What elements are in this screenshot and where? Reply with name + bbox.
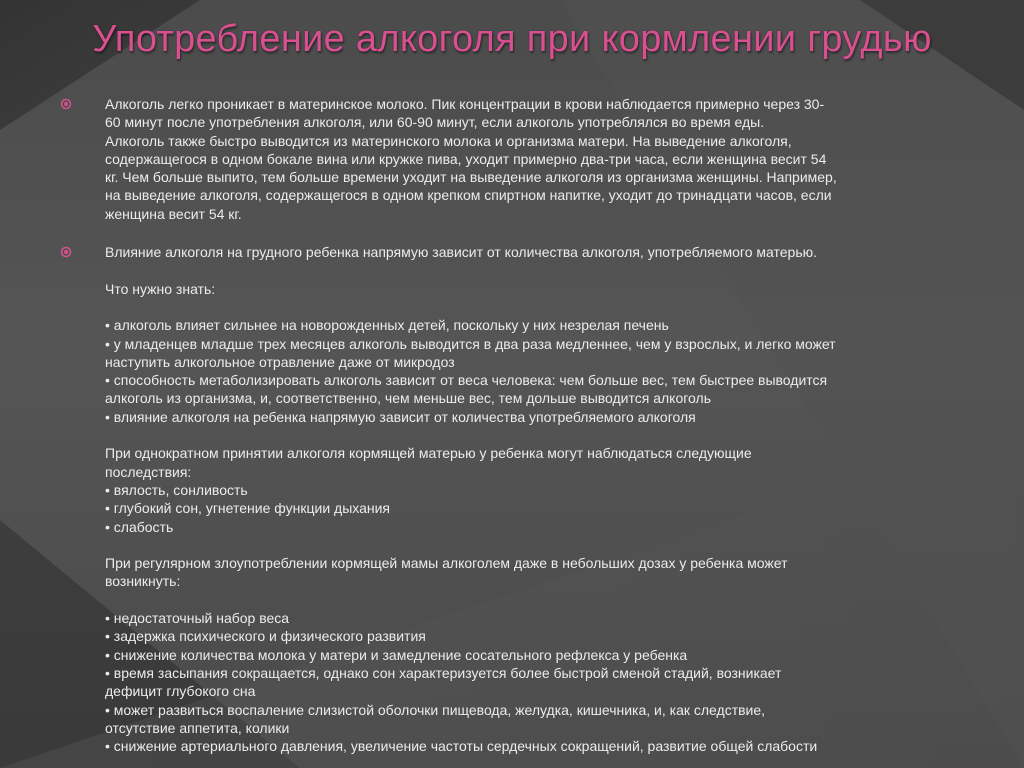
circle-bullet-icon <box>60 246 72 258</box>
bullet-block-1 <box>60 95 960 223</box>
bullet-text-effects-on-child: Влияние алкоголя на грудного ребенка напрямую зависит от количества алкоголя, употребляемого матерью. Что нужно знать: • алкоголь влияет сильнее на новорожденных детей, поскольку у них незрелая печень • у младенцев младше трех месяцев алкоголь выводится в два раза медленнее, чем у взрослых, и легко может наступить алкогольное отравление даже от микродоз • способность метаболизировать алкоголь зависит от веса человека: чем больше вес, тем быстрее выводится алкоголь из организма, и, соответственно, чем меньше вес, тем дольше выводится алкоголь • влияние алкоголя на ребенка напрямую зависит от количества употребляемого алкоголя При однократном принятии алкоголя кормящей матерью у ребенка могут наблюдаться следующие последствия: • вялость, сонливость • глубокий сон, угнетение функции дыхания • слабость При регулярном злоупотреблении кормящей мамы алкоголем даже в небольших дозах у ребенка может возникнуть: • недостаточный набор веса • задержка психического и физического развития • снижение количества молока у матери и замедление сосательного рефлекса у ребенка • время засыпания сокращается, однако сон характеризуется более быстрой сменой стадий, возникает дефицит глубокого сна • может развиться воспаление слизистой оболочки пищевода, желудка, кишечника, и, как следствие, отсутствие аппетита, колики • снижение артериального давления, увеличение частоты сердечных сокращений, развитие общей слабости <box>105 244 836 755</box>
bullet-text-alcohol-in-milk: Алкоголь легко проникает в материнское молоко. Пик концентрации в крови наблюдается примерно через 30- 60 минут после употребления алкоголя, или 60-90 минут, если алкоголь употреблялся во время еды. Алкоголь также быстро выводится из материнского молока и организма матери. На выведение алкоголя, содержащегося в одном бокале вина или кружке пива, уходит примерно два-три часа, если женщина весит 54 кг. Чем больше выпито, тем больше времени уходит на выведение алкоголя из организма женщины. Например, на выведение алкоголя, содержащегося в одном крепком спиртном напитке, уходит до тринадцати часов, если женщина весит 54 кг. <box>105 96 837 222</box>
slide-content <box>60 95 960 755</box>
slide-title: Употребление алкоголя при кормлении грудью <box>92 18 932 60</box>
circle-bullet-icon <box>60 98 72 110</box>
bullet-block-2 <box>60 243 960 755</box>
